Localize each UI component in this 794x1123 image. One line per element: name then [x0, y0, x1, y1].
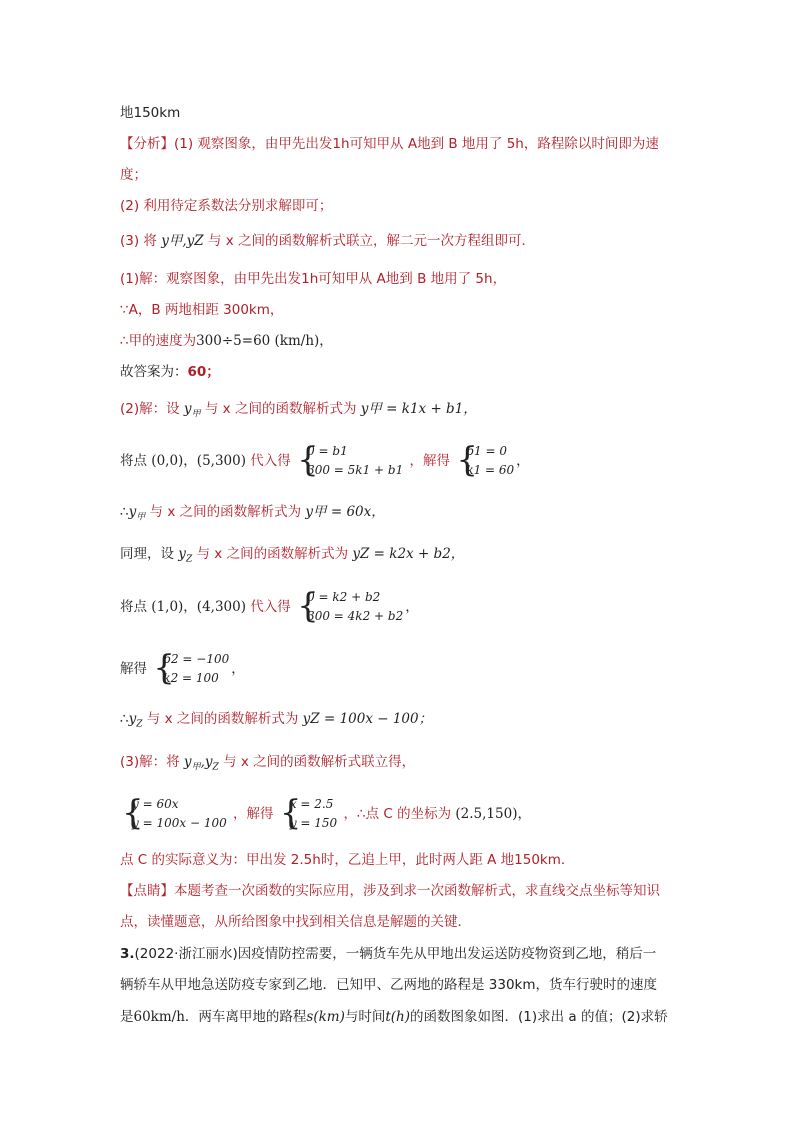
res-mid-2: 与 x 之间的函数解析式为	[146, 711, 299, 727]
solution-system-2: { b2 = −100 k2 = 100	[153, 648, 230, 688]
carryover-text: 地150km	[120, 105, 181, 121]
problem3-line-2	[120, 976, 657, 994]
var-s: s(km)	[306, 1009, 345, 1025]
eq-yi-form: yZ = k2x + b2，	[352, 546, 465, 562]
sol2-solve-2: 解得 { b2 = −100 k2 = 100 ，	[120, 648, 245, 688]
sol1-because	[120, 301, 283, 319]
sol1-answer	[120, 363, 220, 381]
equation-system-3: { y = 60x y = 100x − 100	[122, 793, 227, 833]
sub-pre-2: 将点	[120, 599, 147, 615]
answer-value: 60；	[187, 364, 220, 380]
sol3-head-post: 与 x 之间的函数解析式联立得，	[223, 754, 416, 770]
sol1-head-text: (1)解：观察图象，由甲先出发1h可知甲从 A地到 B 地用了 5h，	[120, 271, 507, 287]
sol1-calc: 300÷5=60 (km/h)，	[196, 333, 333, 349]
analysis-line-1	[120, 135, 659, 153]
analysis-step-3-pre: (3) 将	[120, 233, 157, 249]
points-2: (1,0)，(4,300)	[151, 599, 246, 615]
sol2-result-yi: $\therefore y_Z$ 与 x 之间的函数解析式为 yZ = 100x − 100；	[120, 711, 433, 730]
sub-pre: 将点	[120, 453, 147, 469]
sol2-substitute-1: 将点 (0,0)，(5,300) 代入得 { 0 = b1 300 = 5k1 + b1 ，解得 { b1 = 0 k1 = 60 ，	[120, 440, 530, 480]
solution-system-1: { b1 = 0 k1 = 60	[456, 440, 515, 480]
solve-label: ，解得	[409, 453, 451, 469]
sol1-because-text: ∵A，B 两地相距 300km，	[120, 302, 284, 318]
sol2-same: 同理，设 $y_Z$ 与 x 之间的函数解析式为 yZ = k2x + b2，	[120, 546, 465, 565]
sol3-head: (3)解：将 $y_甲,y_Z$ 与 x 之间的函数解析式联立得，	[120, 754, 416, 773]
sol3-head-pre: (3)解：将	[120, 754, 180, 770]
sol3-system	[120, 795, 531, 835]
eq-jia-form: y甲 = k1x + b1，	[360, 401, 477, 417]
sol1-therefore-text: ∴甲的速度为	[120, 333, 197, 349]
point-c: (2.5,150)，	[455, 806, 531, 822]
comment-line-1	[120, 882, 660, 900]
res-mid: 与 x 之间的函数解析式为	[149, 504, 302, 520]
sol1-speed	[120, 332, 333, 350]
equation-system-2: { 0 = k2 + b2 300 = 4k2 + b2	[297, 586, 404, 626]
sol3-solve: ，解得	[233, 806, 274, 822]
analysis-line-3	[120, 232, 535, 250]
problem-text-3b: 60km/h．两车离甲地的路程	[133, 1009, 307, 1025]
res-eq-yi: yZ = 100x − 100；	[302, 711, 433, 727]
problem-text-3d: 与时间	[344, 1009, 386, 1025]
same-mid: 与 x 之间的函数解析式为	[196, 546, 349, 562]
therefore-symbol-2: ∴	[120, 711, 129, 727]
analysis-step-2: (2) 利用待定系数法分别求解即可；	[120, 198, 333, 214]
analysis-text: (1) 观察图象，由甲先出发1h可知甲从 A地到 B 地用了 5h，路程除以时间即为速	[174, 136, 659, 152]
sol2-head-mid: 与 x 之间的函数解析式为	[204, 401, 357, 417]
sol2-substitute-2: 将点 (1,0)，(4,300) 代入得 { 0 = k2 + b2 300 = 4k2 + b2 ，	[120, 586, 419, 626]
problem-text-3a: 是	[120, 1009, 134, 1025]
problem-text-1: 因疫情防控需要，一辆货车先从甲地出发运送防疫物资到乙地，稍后一	[237, 946, 657, 962]
comment-line-2	[120, 913, 471, 931]
points-1: (0,0)，(5,300)	[151, 453, 246, 469]
solution-system-3: { x = 2.5 y = 150	[279, 793, 338, 833]
analysis-line-2	[120, 197, 332, 215]
problem-text-2: 辆轿车从甲地急送防疫专家到乙地．已知甲、乙两地的路程是 330km，货车行驶时的速度	[120, 977, 658, 993]
analysis-text-cont: 度；	[120, 167, 147, 183]
analysis-tag: 【分析】	[120, 136, 174, 152]
answer-label: 故答案为：	[120, 364, 188, 380]
sol2-head-pre: (2)解：设	[120, 401, 180, 417]
sol3-meaning	[120, 851, 574, 869]
sub-mid-2: 代入得	[250, 599, 291, 615]
analysis-step-3-vars: y甲,yZ	[161, 233, 204, 249]
comment-text-cont: 点，读懂题意，从所给图象中找到相关信息是解题的关键．	[120, 914, 471, 930]
therefore-symbol: ∴	[120, 504, 129, 520]
sub-mid: 代入得	[250, 453, 291, 469]
comment-tag: 【点睛】	[120, 883, 174, 899]
problem-number: 3.	[120, 946, 135, 962]
problem-text-3f: 的函数图象如图．(1)求出 a 的值；(2)求轿	[410, 1009, 668, 1025]
res-eq-jia: y甲 = 60x，	[305, 504, 385, 520]
problem-source: (2022·浙江丽水)	[134, 946, 238, 962]
solve2-label: 解得	[120, 661, 147, 677]
var-t: t(h)	[385, 1009, 411, 1025]
problem3-line-1	[120, 945, 656, 963]
sol2-result-jia: $\therefore y_甲$ 与 x 之间的函数解析式为 y甲 = 60x，	[120, 504, 385, 523]
analysis-step-3-post: 与 x 之间的函数解析式联立，解二元一次方程组即可．	[207, 233, 536, 249]
point-pre: ，∴点 C 的坐标为	[343, 806, 452, 822]
meaning-text: 点 C 的实际意义为：甲出发 2.5h时，乙追上甲，此时两人距 A 地150km．	[120, 852, 575, 868]
same-pre: 同理，设	[120, 546, 174, 562]
sol1-head	[120, 270, 506, 288]
sol2-head: (2)解：设 $y_甲$ 与 x 之间的函数解析式为 y甲 = k1x + b1，	[120, 401, 477, 420]
equation-system-1: { 0 = b1 300 = 5k1 + b1	[297, 440, 404, 480]
comment-text: 本题考查一次函数的实际应用，涉及到求一次函数解析式，求直线交点坐标等知识	[174, 883, 660, 899]
problem3-line-3	[120, 1008, 668, 1026]
analysis-line-1b	[120, 166, 147, 184]
